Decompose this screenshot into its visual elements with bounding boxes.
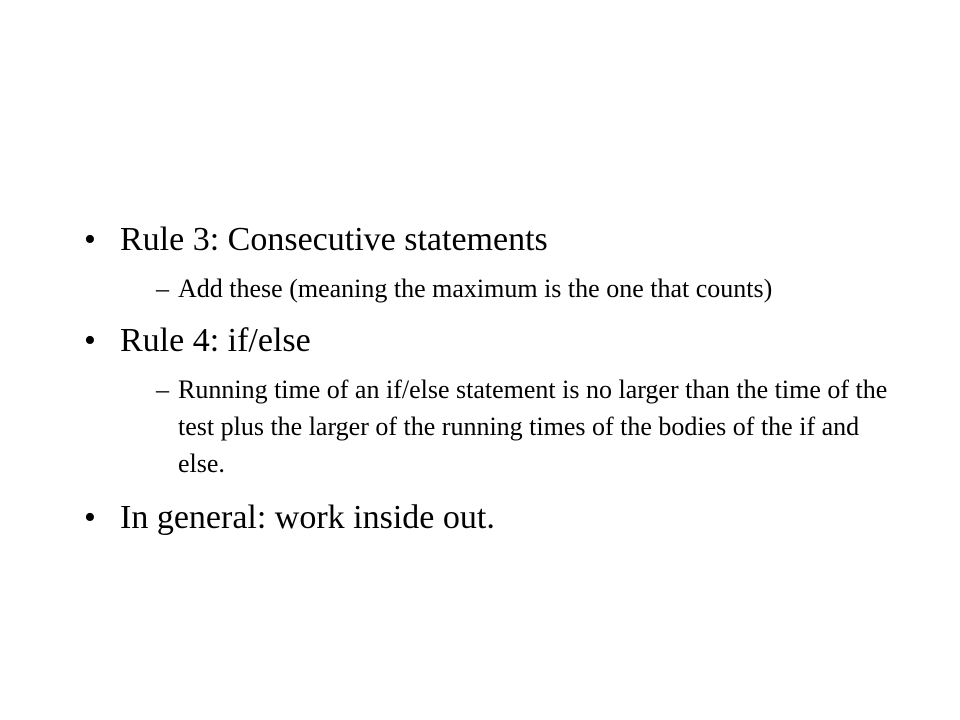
bullet-text: Rule 3: Consecutive statements [120, 221, 548, 258]
sub-bullet-rule-4 [156, 371, 904, 482]
bullet-rule-4 [84, 319, 904, 363]
bullet-in-general [84, 496, 904, 540]
bullet-marker: • [84, 221, 96, 258]
bullet-text: Rule 4: if/else [120, 322, 311, 359]
sub-bullet-rule-3 [156, 270, 904, 307]
bullet-marker: • [84, 499, 96, 536]
bullet-marker: • [84, 322, 96, 359]
bullet-text: In general: work inside out. [120, 499, 495, 536]
bullet-rule-3 [84, 218, 904, 262]
sub-bullet-marker: – [156, 375, 169, 404]
sub-bullet-marker: – [156, 274, 169, 303]
slide-body [84, 218, 904, 540]
sub-bullet-text: Add these (meaning the maximum is the one that counts) [178, 274, 773, 303]
sub-bullet-text: Running time of an if/else statement is no larger than the time of the test plus the larger of the running times of the bodies of the if and else. [178, 375, 888, 478]
